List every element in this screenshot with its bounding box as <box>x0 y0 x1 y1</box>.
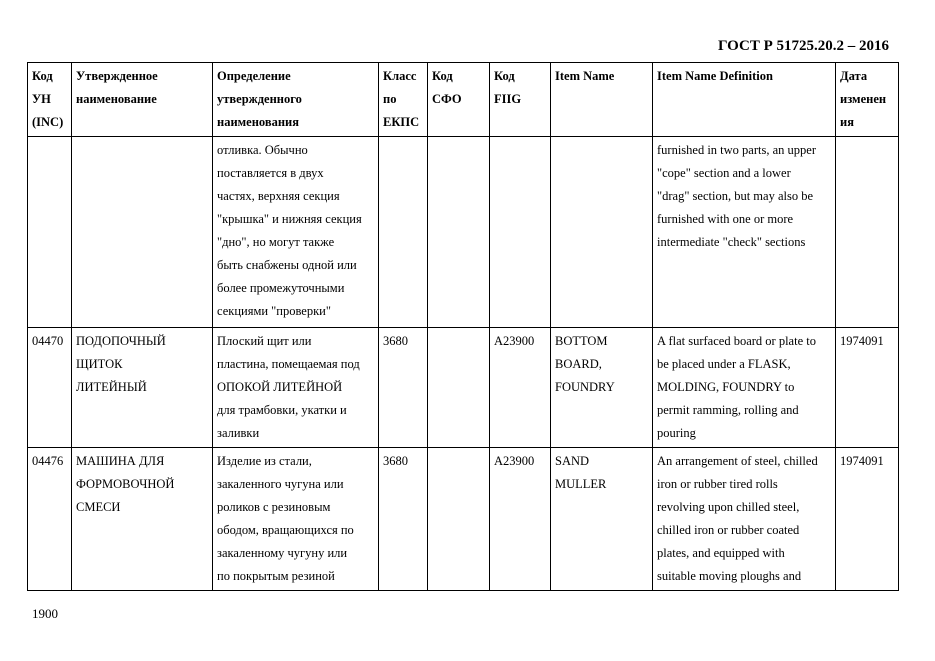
header-sfo-code: Код СФО <box>428 63 490 137</box>
cell-class: 3680 <box>379 448 428 591</box>
cell-approved-name: ПОДОПОЧНЫЙ ЩИТОК ЛИТЕЙНЫЙ <box>72 328 213 448</box>
cell-sfo <box>428 448 490 591</box>
cell-class <box>379 137 428 328</box>
cell-inc: 04476 <box>28 448 72 591</box>
table-row <box>28 328 899 448</box>
cell-fiig: A23900 <box>490 448 551 591</box>
cell-fiig: A23900 <box>490 328 551 448</box>
cell-item-name: BOTTOM BOARD, FOUNDRY <box>551 328 653 448</box>
document-standard-title: ГОСТ Р 51725.20.2 – 2016 <box>717 38 889 54</box>
cell-approved-name <box>72 137 213 328</box>
cell-item-name-definition: An arrangement of steel, chilled iron or rubber tired rolls revolving upon chilled steel, chilled iron or rubber coated plates, and equipped with suitable moving ploughs and <box>653 448 836 591</box>
header-item-name: Item Name <box>551 63 653 137</box>
cell-approved-name: МАШИНА ДЛЯ ФОРМОВОЧНОЙ СМЕСИ <box>72 448 213 591</box>
cell-item-name <box>551 137 653 328</box>
cell-sfo <box>428 328 490 448</box>
cell-inc: 04470 <box>28 328 72 448</box>
cell-item-name-definition: furnished in two parts, an upper "cope" section and a lower "drag" section, but may also be furnished with one or more intermediate "check" sections <box>653 137 836 328</box>
table-row <box>28 137 899 328</box>
cell-sfo <box>428 137 490 328</box>
cell-date <box>836 137 899 328</box>
cell-inc <box>28 137 72 328</box>
table-row <box>28 448 899 591</box>
header-inc-code: Код УН (INC) <box>28 63 72 137</box>
header-fiig-code: Код FIIG <box>490 63 551 137</box>
header-class: Класс по ЕКПС <box>379 63 428 137</box>
cell-item-name: SAND MULLER <box>551 448 653 591</box>
cell-class: 3680 <box>379 328 428 448</box>
cell-date: 1974091 <box>836 328 899 448</box>
header-approved-name: Утвержденное наименование <box>72 63 213 137</box>
cell-definition: отливка. Обычно поставляется в двух частях, верхняя секция "крышка" и нижняя секция "дно", но могут также быть снабжены одной или более промежуточными секциями "проверки" <box>213 137 379 328</box>
header-item-name-definition: Item Name Definition <box>653 63 836 137</box>
cell-fiig <box>490 137 551 328</box>
header-definition: Определение утвержденного наименования <box>213 63 379 137</box>
cell-definition: Плоский щит или пластина, помещаемая под ОПОКОЙ ЛИТЕЙНОЙ для трамбовки, укатки и заливки <box>213 328 379 448</box>
classification-table <box>27 62 899 591</box>
table-header-row <box>28 63 899 137</box>
page-number: 1900 <box>32 606 58 621</box>
header-change-date: Дата изменен ия <box>836 63 899 137</box>
cell-definition: Изделие из стали, закаленного чугуна или роликов с резиновым ободом, вращающихся по закаленному чугуну или по покрытым резиной <box>213 448 379 591</box>
cell-item-name-definition: A flat surfaced board or plate to be placed under a FLASK, MOLDING, FOUNDRY to permit ramming, rolling and pouring <box>653 328 836 448</box>
cell-date: 1974091 <box>836 448 899 591</box>
